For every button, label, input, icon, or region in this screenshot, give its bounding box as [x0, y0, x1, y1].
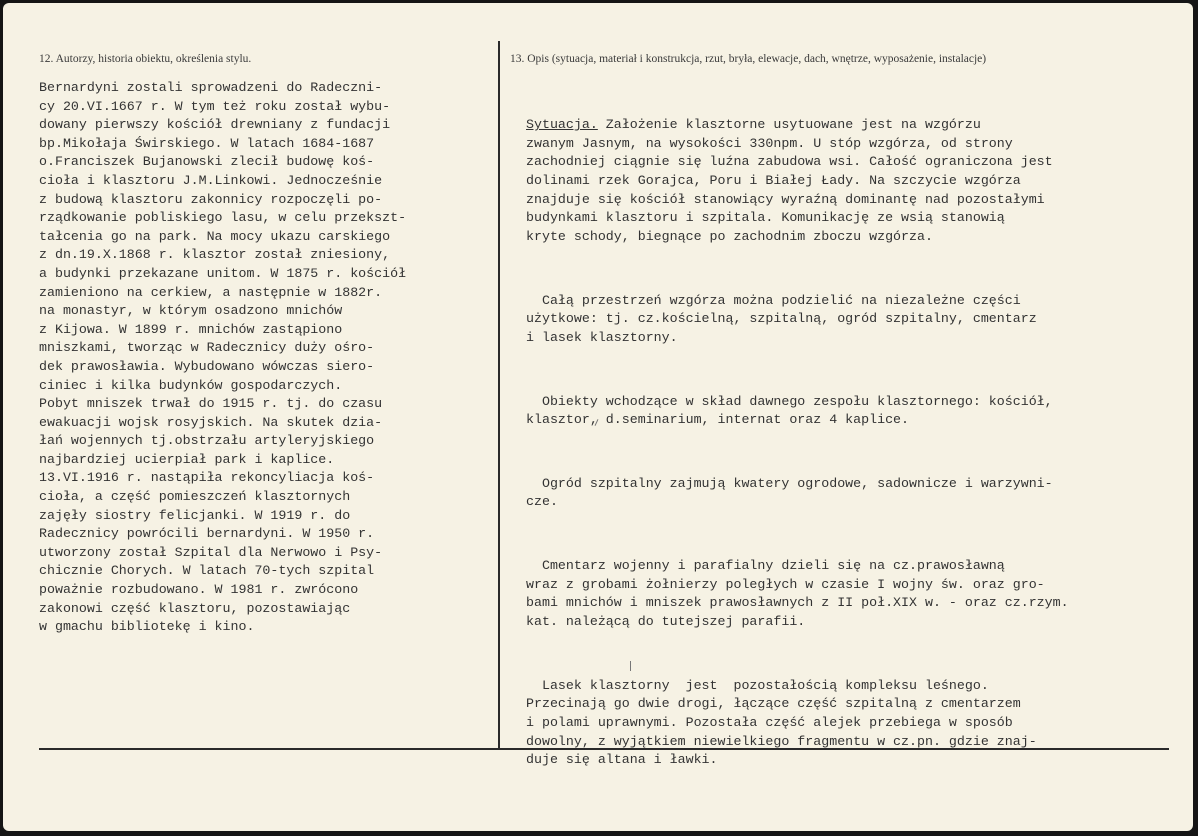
text-line: zwanym Jasnym, na wysokości 330npm. U stóp wzgórza, od strony — [526, 135, 1013, 151]
history-text — [39, 79, 497, 637]
situation-first-line: Założenie klasztorne usytuowane jest na wzgórzu — [597, 117, 981, 133]
paragraph-grove — [526, 677, 1176, 770]
text-line: łań wojennych tj.obstrzału artyleryjskiego — [39, 433, 375, 449]
text-line: znajduje się kościół stanowiący wyraźną dominantę nad pozostałymi — [526, 191, 1045, 207]
text-line: i lasek klasztorny. — [526, 329, 678, 345]
text-line: najbardziej ucierpiał park i kaplice. — [39, 451, 335, 467]
text-line: Ogród szpitalny zajmują kwatery ogrodowe, sadownicze i warzywni- — [526, 475, 1053, 491]
paragraph-usage-parts — [526, 292, 1176, 348]
text-line: ewakuacji wojsk rosyjskich. Na skutek dzia- — [39, 414, 383, 430]
text-line: Całą przestrzeń wzgórza można podzielić na niezależne części — [526, 292, 1021, 308]
text-line: ciniec i kilka budynków gospodarczych. — [39, 377, 343, 393]
text-line: tałcenia go na park. Na mocy ukazu carskiego — [39, 228, 391, 244]
text-line: chicznie Chorych. W latach 70-tych szpital — [39, 563, 375, 579]
text-line: cze. — [526, 494, 558, 510]
text-line: dolinami rzek Gorajca, Poru i Białej Łady. Na szczycie wzgórza — [526, 172, 1021, 188]
text-line: o.Franciszek Bujanowski zlecił budowę koś- — [39, 154, 375, 170]
text-line: 13.VI.1916 r. nastąpiła rekoncyliacja koś- — [39, 470, 375, 486]
text-line: Lasek klasztorny jest pozostałością kompleksu leśnego. — [526, 677, 989, 693]
text-line: zachodniej ciągnie się luźna zabudowa wsi. Całość ograniczona jest — [526, 154, 1053, 170]
text-line: użytkowe: tj. cz.kościelną, szpitalną, ogród szpitalny, cmentarz — [526, 311, 1037, 327]
text-line: kat. należącą do tutejszej parafii. — [526, 614, 806, 630]
text-line: Bernardyni zostali sprowadzeni do Radeczni- — [39, 80, 383, 95]
text-line: rządkowanie pobliskiego lasu, w celu przekszt- — [39, 210, 407, 226]
text-line: budynkami klasztoru i szpitala. Komunikację ze wsią stanowią — [526, 210, 1005, 226]
text-line: Cmentarz wojenny i parafialny dzieli się na cz.prawosławną — [526, 558, 1005, 574]
paragraph-situation — [526, 116, 1176, 246]
paragraph-cemetery — [526, 557, 1176, 631]
text-line: Pobyt mniszek trwał do 1915 r. tj. do czasu — [39, 396, 383, 412]
text-line: z dn.19.X.1868 r. klasztor został zniesiony, — [39, 247, 391, 263]
section-header-authors-history: 12. Autorzy, historia obiektu, określenia stylu. — [39, 53, 252, 65]
text-line: na monastyr, w którym osadzono mnichów — [39, 303, 343, 319]
text-line: Przecinają go dwie drogi, łączące część szpitalną z cmentarzem — [526, 696, 1021, 712]
text-line: cy 20.VI.1667 r. W tym też roku został wybu- — [39, 98, 391, 114]
text-line: bami mnichów i mniszek prawosławnych z II poł.XIX w. - oraz cz.rzym. — [526, 595, 1069, 611]
inventory-card — [3, 3, 1193, 831]
text-line: bp.Mikołaja Świrskiego. W latach 1684-1687 — [39, 135, 375, 151]
text-line: cioła i klasztoru J.M.Linkowi. Jednocześnie — [39, 172, 383, 188]
text-line: Obiekty wchodzące w skład dawnego zespołu klasztornego: kościół, — [526, 393, 1053, 409]
text-line: dek prawosławia. Wybudowano wówczas siero- — [39, 358, 375, 374]
text-line: utworzony został Szpital dla Nerwowo i Psy- — [39, 544, 383, 560]
text-line: w gmachu bibliotekę i kino. — [39, 619, 255, 635]
text-line: i polami uprawnymi. Pozostała część alejek przebiega w sposób — [526, 715, 1013, 730]
text-line: Radecznicy powrócili bernardyni. W 1950 r. — [39, 526, 375, 542]
text-line: zamieniono na cerkiew, a następnie w 1882r. — [39, 284, 383, 300]
text-line: zakonowi część klasztoru, pozostawiając — [39, 600, 351, 616]
text-line: duje się altana i ławki. — [526, 752, 718, 768]
column-divider — [498, 41, 500, 749]
situation-label: Sytuacja. — [526, 117, 598, 133]
paragraph-garden — [526, 475, 1176, 512]
text-line: mniszkami, tworząc w Radecznicy duży ośro- — [39, 340, 375, 356]
text-line: cioła, a część pomieszczeń klasztornych — [39, 489, 351, 505]
text-line: wraz z grobami żołnierzy poległych w czasie I wojny św. oraz gro- — [526, 576, 1045, 592]
text-line: z budową klasztoru zakonnicy rozpoczęli po- — [39, 191, 383, 207]
text-line: klasztor, d.seminarium, internat oraz 4 kaplice. — [526, 412, 910, 428]
text-line: kryte schody, biegnące po zachodnim zboczu wzgórza. — [526, 228, 933, 244]
text-line: a budynki przekazane unitom. W 1875 r. kościół — [39, 265, 407, 281]
text-line: zajęły siostry felicjanki. W 1919 r. do — [39, 507, 351, 523]
description-text — [526, 79, 1176, 807]
text-line: poważnie rozbudowano. W 1981 r. zwrócono — [39, 582, 359, 598]
section-header-description: 13. Opis (sytuacja, materiał i konstrukcja, rzut, bryła, elewacje, dach, wnętrze, wyposażenie, instalacje) — [510, 53, 987, 65]
paragraph-objects — [526, 393, 1176, 430]
text-line: dowolny, z wyjątkiem niewielkiego fragmentu w cz.pn. gdzie znaj- — [526, 733, 1037, 749]
text-line: z Kijowa. W 1899 r. mnichów zastąpiono — [39, 321, 343, 337]
text-line: dowany pierwszy kościół drewniany z fundacji — [39, 117, 391, 133]
